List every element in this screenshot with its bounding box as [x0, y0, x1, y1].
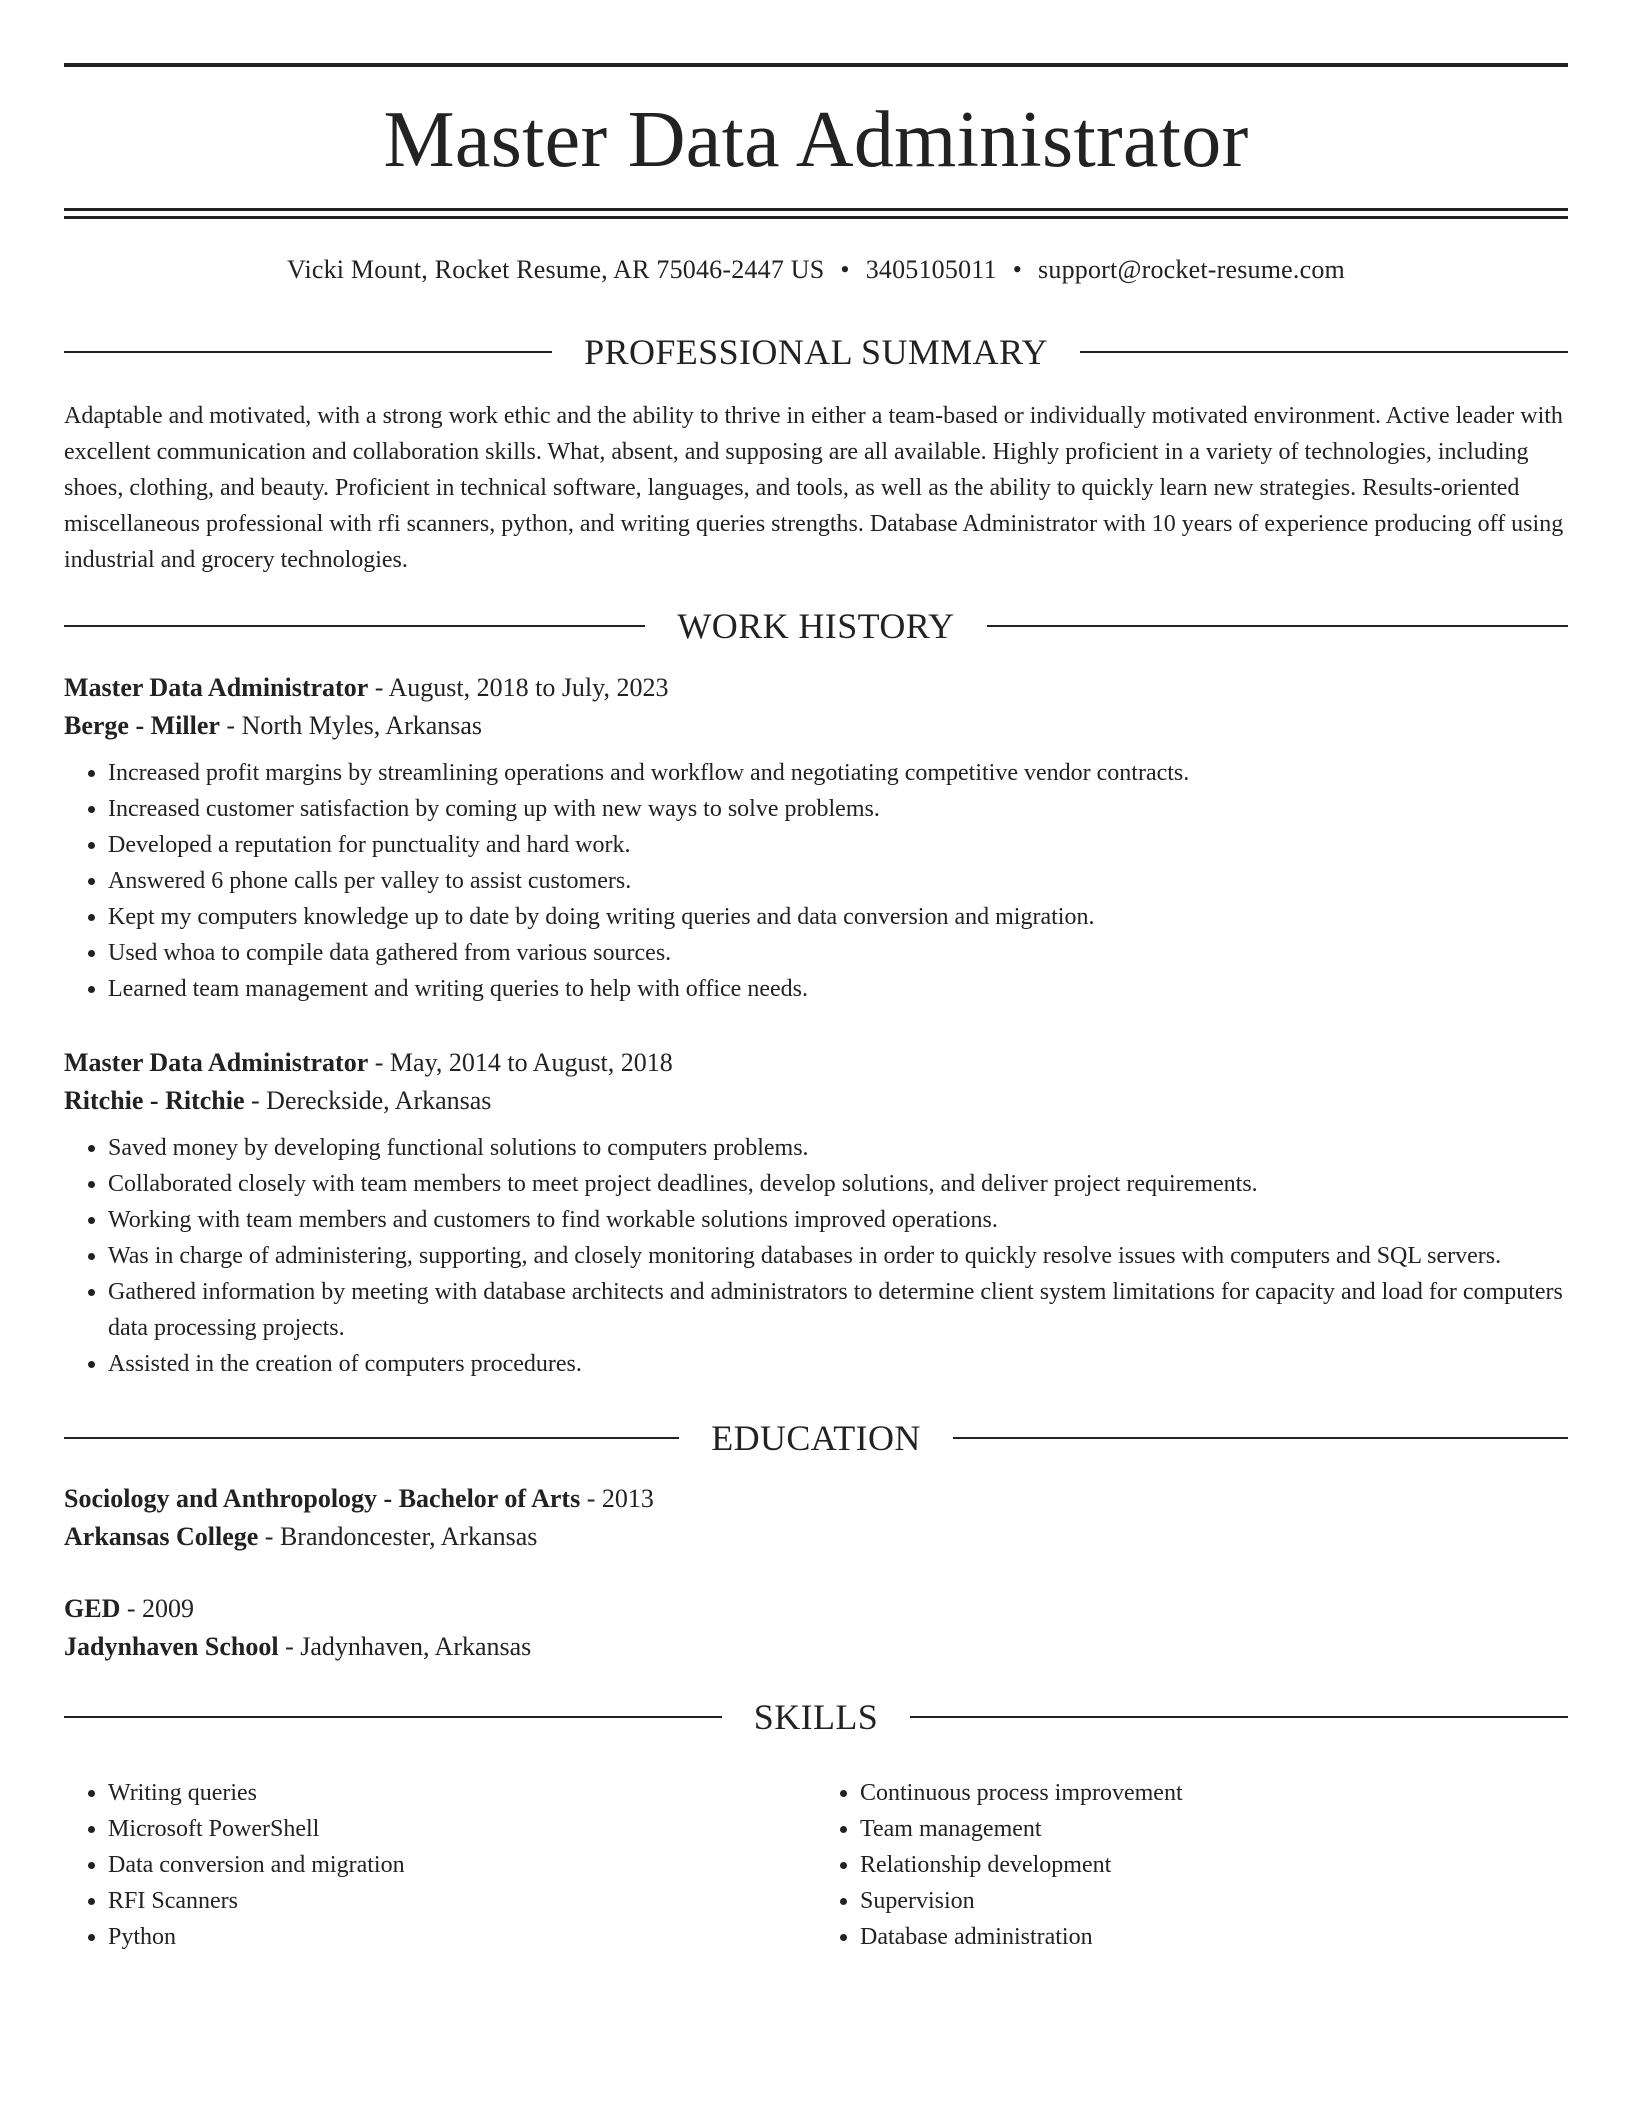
- contact-line: [64, 252, 1568, 288]
- degree-line: [64, 1480, 1568, 1518]
- list-item: • Learned team management and writing queries to help with office needs.: [108, 971, 1568, 1007]
- contact-phone: 3405105011: [865, 255, 997, 284]
- skill-item: • Microsoft PowerShell: [108, 1811, 816, 1847]
- section-rule: [987, 625, 1568, 627]
- job-dates: - August, 2018 to July, 2023: [368, 673, 669, 702]
- summary-paragraph: Adaptable and motivated, with a strong work ethic and the ability to thrive in either a team-based or individually motivated environment. Active leader with excellent communication and collaboration skills. What, absent, and supposing are all available. Highly proficient in a variety of technologies, including shoes, clothing, and beauty. Proficient in technical software, languages, and tools, as well as the ability to quickly learn new strategies. Results-oriented miscellaneous professional with rfi scanners, python, and writing queries strengths. Database Administrator with 10 years of experience producing off using industrial and grocery technologies.: [64, 403, 1564, 573]
- section-header-work: [64, 604, 1568, 648]
- skill-item: • Team management: [860, 1811, 1568, 1847]
- school-name: Arkansas College: [64, 1522, 259, 1551]
- section-title: PROFESSIONAL SUMMARY: [584, 332, 1048, 372]
- school-line: [64, 1518, 1568, 1556]
- section-title: SKILLS: [753, 1697, 879, 1737]
- list-item: • Answered 6 phone calls per valley to assist customers.: [108, 863, 1568, 899]
- section-title: EDUCATION: [711, 1418, 921, 1458]
- education-entry: [64, 1590, 1568, 1666]
- header-bottom-rule-2: [64, 216, 1568, 219]
- list-item: • Collaborated closely with team members to meet project deadlines, develop solutions, and deliver project requirements.: [108, 1166, 1568, 1202]
- list-item: • Saved money by developing functional solutions to computers problems.: [108, 1130, 1568, 1166]
- job-title-line: [64, 669, 1568, 707]
- job-title: Master Data Administrator: [64, 673, 369, 702]
- contact-address: Vicki Mount, Rocket Resume, AR 75046-2447 US: [287, 255, 825, 284]
- section-header-education: [64, 1416, 1568, 1460]
- contact-separator: •: [840, 255, 850, 284]
- skill-item: • Python: [108, 1919, 816, 1955]
- job-bullets: [64, 755, 1568, 1007]
- school-line: [64, 1628, 1568, 1666]
- job-location: - North Myles, Arkansas: [219, 711, 483, 740]
- contact-email: support@rocket-resume.com: [1038, 255, 1345, 284]
- section-rule: [64, 1437, 679, 1439]
- job-dates: - May, 2014 to August, 2018: [368, 1048, 673, 1077]
- section-rule: [910, 1716, 1568, 1718]
- list-item: • Increased profit margins by streamlining operations and workflow and negotiating competitive vendor contracts.: [108, 755, 1568, 791]
- job-entry: [64, 1044, 1568, 1382]
- job-company-line: [64, 707, 1568, 745]
- section-rule: [64, 625, 645, 627]
- resume-title: Master Data Administrator: [383, 96, 1249, 184]
- school-location: - Jadynhaven, Arkansas: [278, 1632, 532, 1661]
- list-item: • Kept my computers knowledge up to date by doing writing queries and data conversion and migration.: [108, 899, 1568, 935]
- list-item: • Gathered information by meeting with database architects and administrators to determine client system limitations for capacity and load for computers data processing projects.: [108, 1274, 1568, 1346]
- job-company-line: [64, 1082, 1568, 1120]
- section-rule: [1080, 351, 1568, 353]
- list-item: • Assisted in the creation of computers procedures.: [108, 1346, 1568, 1382]
- job-title: Master Data Administrator: [64, 1048, 369, 1077]
- degree-line: [64, 1590, 1568, 1628]
- list-item: • Developed a reputation for punctuality and hard work.: [108, 827, 1568, 863]
- job-entry: [64, 669, 1568, 1007]
- skill-item: • RFI Scanners: [108, 1883, 816, 1919]
- skill-item: • Supervision: [860, 1883, 1568, 1919]
- skill-item: • Database administration: [860, 1919, 1568, 1955]
- section-title: WORK HISTORY: [677, 606, 955, 646]
- header-bottom-rule: [64, 208, 1568, 211]
- section-rule: [953, 1437, 1568, 1439]
- degree-year: - 2013: [580, 1484, 654, 1513]
- skill-item: • Relationship development: [860, 1847, 1568, 1883]
- list-item: • Increased customer satisfaction by coming up with new ways to solve problems.: [108, 791, 1568, 827]
- degree-year: - 2009: [120, 1594, 195, 1623]
- skills-column-left: [64, 1775, 816, 1955]
- job-company: Ritchie - Ritchie: [64, 1086, 245, 1115]
- job-location: - Dereckside, Arkansas: [244, 1086, 492, 1115]
- section-header-skills: [64, 1695, 1568, 1739]
- school-location: - Brandoncester, Arkansas: [258, 1522, 538, 1551]
- job-title-line: [64, 1044, 1568, 1082]
- job-bullets: [64, 1130, 1568, 1382]
- skills-list: [64, 1775, 1568, 1955]
- list-item: • Was in charge of administering, supporting, and closely monitoring databases in order to quickly resolve issues with computers and SQL servers.: [108, 1238, 1568, 1274]
- contact-separator: •: [1012, 255, 1023, 284]
- skill-item: • Continuous process improvement: [860, 1775, 1568, 1811]
- skill-item: • Writing queries: [108, 1775, 816, 1811]
- skills-column-right: [816, 1775, 1568, 1955]
- degree: Sociology and Anthropology - Bachelor of Arts: [64, 1484, 581, 1513]
- header-top-rule: [64, 63, 1568, 67]
- section-rule: [64, 351, 552, 353]
- list-item: • Used whoa to compile data gathered from various sources.: [108, 935, 1568, 971]
- skill-item: • Data conversion and migration: [108, 1847, 816, 1883]
- job-company: Berge - Miller: [64, 711, 220, 740]
- list-item: • Working with team members and customers to find workable solutions improved operations.: [108, 1202, 1568, 1238]
- school-name: Jadynhaven School: [64, 1632, 279, 1661]
- education-entry: [64, 1480, 1568, 1556]
- degree: GED: [64, 1594, 121, 1623]
- section-rule: [64, 1716, 722, 1718]
- section-header-summary: [64, 330, 1568, 374]
